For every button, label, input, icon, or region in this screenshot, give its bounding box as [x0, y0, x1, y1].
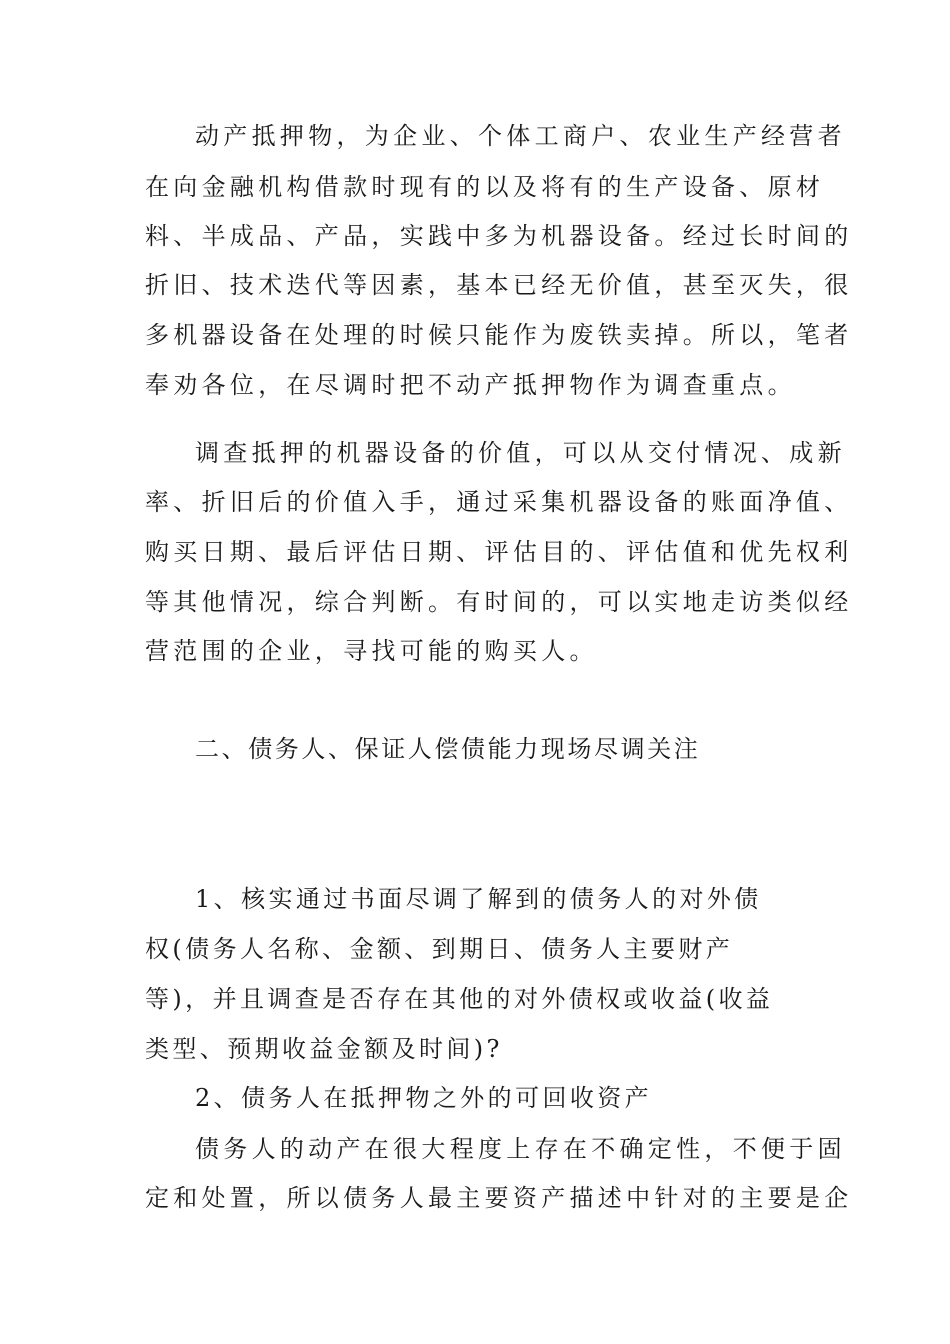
paragraph-line: 折旧、技术迭代等因素，基本已经无价值，甚至灭失，很	[145, 271, 853, 299]
paragraph-line: 等其他情况，综合判断。有时间的，可以实地走访类似经	[145, 588, 853, 616]
item-recoverable-assets-title: 2、债务人在抵押物之外的可回收资产	[195, 1084, 653, 1112]
paragraph-line: 1、核实通过书面尽调了解到的债务人的对外债	[195, 885, 762, 913]
paragraph-line: 定和处置，所以债务人最主要资产描述中针对的主要是企	[145, 1184, 853, 1212]
paragraph-line: 权(债务人名称、金额、到期日、债务人主要财产	[145, 935, 734, 963]
paragraph-line: 购买日期、最后评估日期、评估目的、评估值和优先权利	[145, 538, 853, 566]
paragraph-line: 等)，并且调查是否存在其他的对外债权或收益(收益	[145, 985, 774, 1013]
paragraph-line: 类型、预期收益金额及时间)?	[145, 1035, 503, 1063]
paragraph-line: 奉劝各位，在尽调时把不动产抵押物作为调查重点。	[145, 371, 796, 399]
paragraph-line: 料、半成品、产品，实践中多为机器设备。经过长时间的	[145, 222, 853, 250]
paragraph-line: 债务人的动产在很大程度上存在不确定性，不便于固	[195, 1135, 846, 1163]
paragraph-line: 率、折旧后的价值入手，通过采集机器设备的账面净值、	[145, 488, 853, 516]
paragraph-line: 营范围的企业，寻找可能的购买人。	[145, 637, 598, 665]
paragraph-line: 在向金融机构借款时现有的以及将有的生产设备、原材	[145, 173, 825, 201]
paragraph-line: 多机器设备在处理的时候只能作为废铁卖掉。所以，笔者	[145, 321, 853, 349]
paragraph-line: 动产抵押物，为企业、个体工商户、农业生产经营者	[195, 122, 846, 150]
paragraph-line: 调查抵押的机器设备的价值，可以从交付情况、成新	[195, 439, 846, 467]
section-heading: 二、债务人、保证人偿债能力现场尽调关注	[195, 735, 701, 763]
